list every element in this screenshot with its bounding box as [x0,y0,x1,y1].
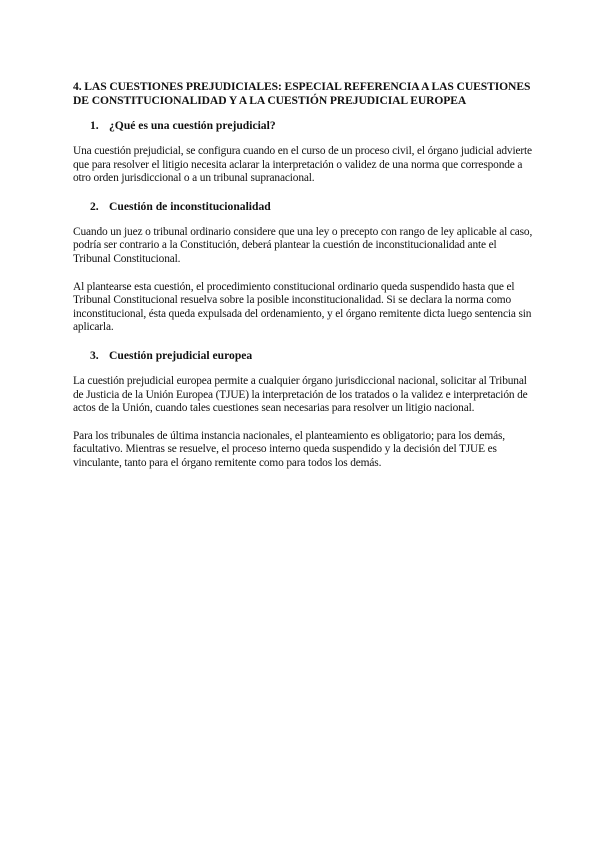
section-title: Cuestión prejudicial europea [109,348,253,362]
paragraph: Cuando un juez o tribunal ordinario considere que una ley o precepto con rango de ley aplicable al caso, podría ser contrario a la Constitución, deberá plantear la cuestión de inconstitucionalidad ante el Tribunal Constitucional. [73,225,533,265]
document-title: 4. LAS CUESTIONES PREJUDICIALES: ESPECIAL REFERENCIA A LAS CUESTIONES DE CONSTITUCIONALIDAD Y A LA CUESTIÓN PREJUDICIAL EUROPEA [73,80,531,107]
paragraph: Para los tribunales de última instancia nacionales, el planteamiento es obligatorio; para los demás, facultativo. Mientras se resuelve, el proceso interno queda suspendido y la decisión del TJUE es vinculante, tanto para el órgano remitente como para todos los demás. [73,429,505,469]
section-heading [73,119,535,133]
section-cuestion-europea [73,349,535,471]
section-inconstitucionalidad [73,200,535,335]
section-heading [73,200,535,214]
section-number: 1. [90,119,99,132]
section-heading [73,349,535,363]
paragraph: La cuestión prejudicial europea permite a cualquier órgano jurisdiccional nacional, solicitar al Tribunal de Justicia de la Unión Europea (TJUE) la interpretación de los tratados o la validez e interpretación de actos de la Unión, cuando tales cuestiones sean necesarias para resolver un litigio nacional. [73,374,528,415]
paragraph: Una cuestión prejudicial, se configura cuando en el curso de un proceso civil, el órgano judicial advierte que para resolver el litigio necesita aclarar la interpretación o validez de una norma que corresponde a otro orden jurisdiccional o a un tribunal supranacional. [73,145,532,185]
section-title: Cuestión de inconstitucionalidad [109,199,271,213]
paragraph: Al plantearse esta cuestión, el procedimiento constitucional ordinario queda suspendido hasta que el Tribunal Constitucional resuelva sobre la posible inconstitucionalidad. Si se declara la norma como inconstitucional, ésta queda expulsada del ordenamiento, y el órgano remitente dicta luego sentencia sin aplicarla. [73,280,532,334]
document-page [73,80,535,485]
section-number: 3. [90,348,99,362]
section-what-is [73,119,535,186]
section-number: 2. [90,199,99,213]
section-title: ¿Qué es una cuestión prejudicial? [109,119,276,132]
